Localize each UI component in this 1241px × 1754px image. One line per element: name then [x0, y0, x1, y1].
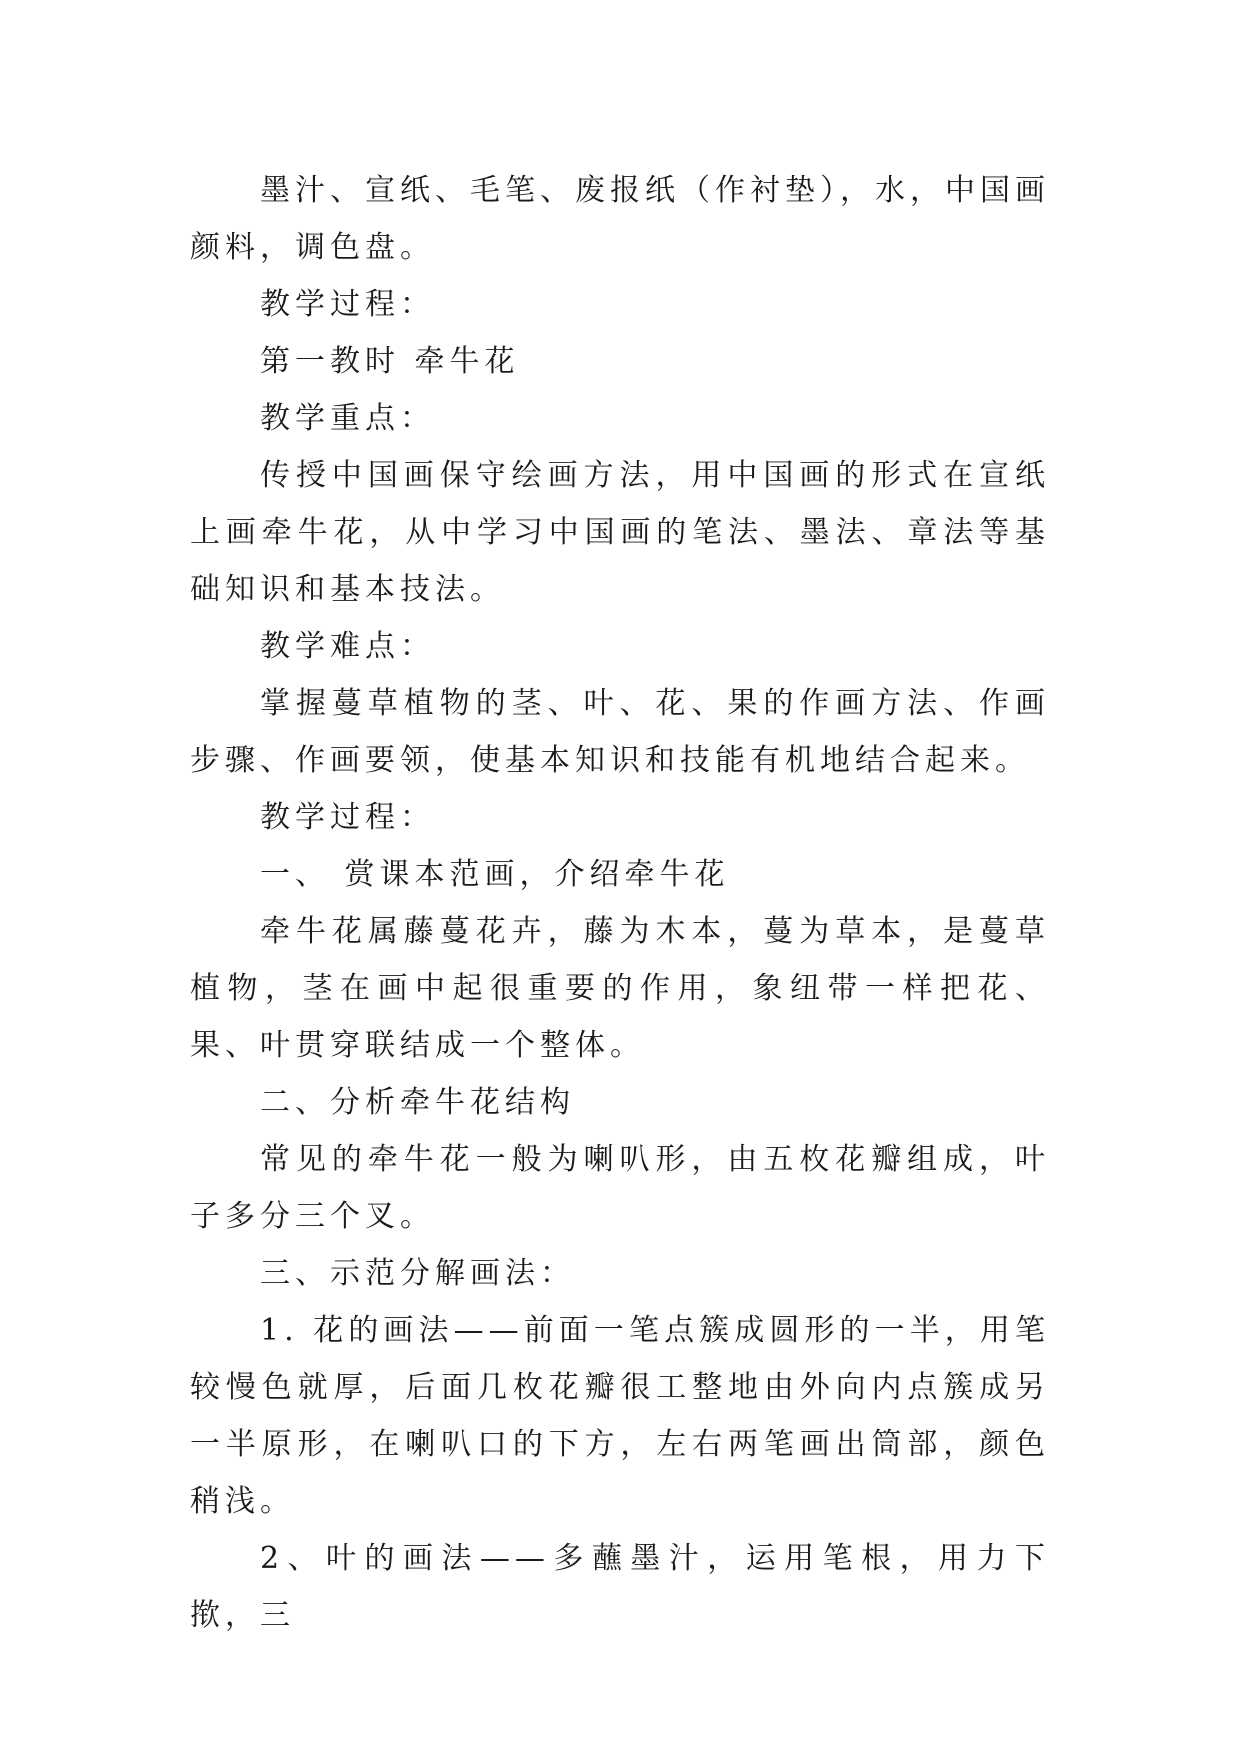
paragraph-structure: 常见的牵牛花一般为喇叭形，由五枚花瓣组成，叶子多分三个叉。 [190, 1142, 1050, 1234]
paragraph-heading-process-2: 教学过程： [260, 800, 435, 835]
paragraph-materials: 墨汁、宣纸、毛笔、废报纸（作衬垫），水，中国画颜料，调色盘。 [190, 173, 1050, 265]
paragraph-morning-glory-intro: 牵牛花属藤蔓花卉，藤为木本，蔓为草本，是蔓草植物，茎在画中起很重要的作用，象纽带一样把花、果、叶贯穿联结成一个整体。 [190, 914, 1050, 1063]
paragraph-first-lesson: 第一教时 牵牛花 [260, 344, 520, 379]
paragraph-leaf-method: 2、叶的画法——多蘸墨汁，运用笔根，用力下揿，三 [190, 1541, 1050, 1633]
document-body [190, 162, 1050, 1644]
paragraph-section-two: 二、分析牵牛花结构 [260, 1085, 575, 1120]
paragraph-heading-process: 教学过程： [260, 287, 435, 322]
paragraph-section-one: 一、 赏课本范画，介绍牵牛花 [260, 857, 730, 892]
paragraph-heading-difficulties: 教学难点： [260, 629, 435, 664]
paragraph-section-three: 三、示范分解画法： [260, 1256, 575, 1291]
paragraph-heading-key-points: 教学重点： [260, 401, 435, 436]
paragraph-difficulties: 掌握蔓草植物的茎、叶、花、果的作画方法、作画步骤、作画要领，使基本知识和技能有机地结合起来。 [190, 686, 1050, 778]
paragraph-flower-method: 1. 花的画法——前面一笔点簇成圆形的一半，用笔较慢色就厚，后面几枚花瓣很工整地由外向内点簇成另一半原形，在喇叭口的下方，左右两笔画出筒部，颜色稍浅。 [190, 1313, 1050, 1519]
paragraph-key-points: 传授中国画保守绘画方法，用中国画的形式在宣纸上画牵牛花，从中学习中国画的笔法、墨法、章法等基础知识和基本技法。 [190, 458, 1050, 607]
